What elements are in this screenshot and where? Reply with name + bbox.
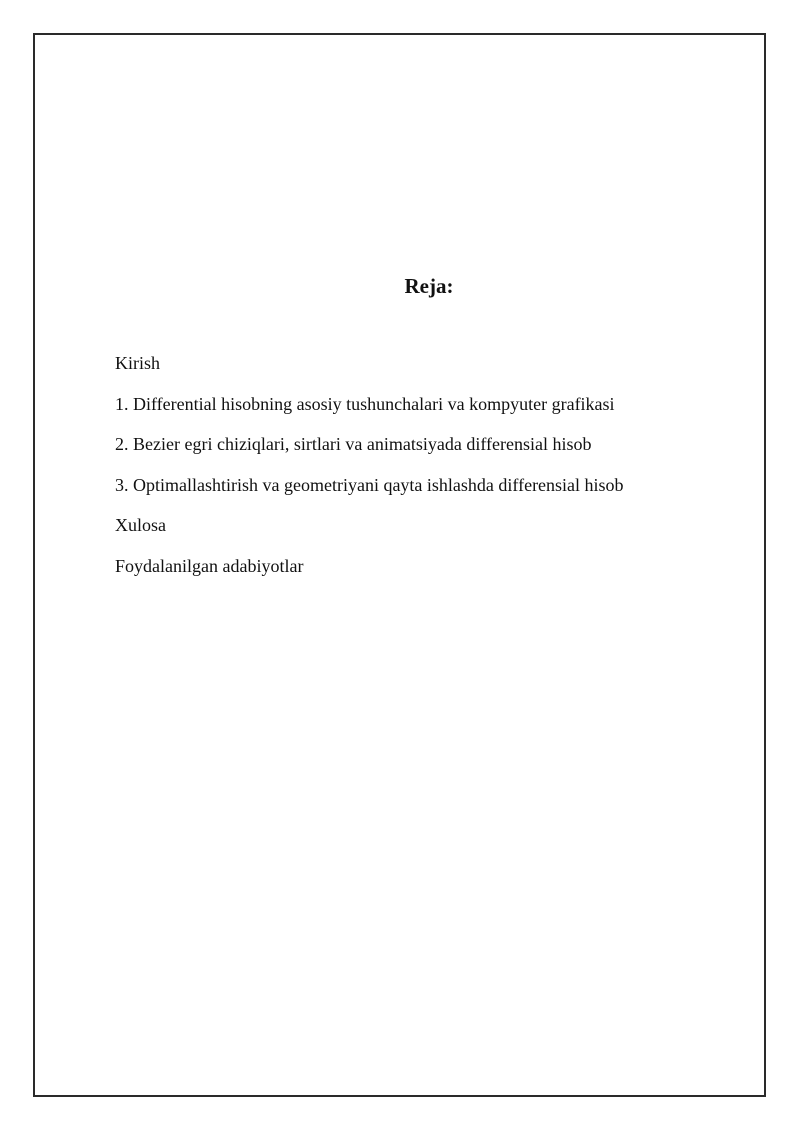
toc-item-introduction: Kirish xyxy=(115,353,160,373)
table-of-contents xyxy=(115,350,624,594)
toc-item-chapter-2: 2. Bezier egri chiziqlari, sirtlari va animatsiyada differensial hisob xyxy=(115,434,592,455)
toc-item-conclusion: Xulosa xyxy=(115,515,166,536)
toc-item-chapter-1: 1. Differential hisobning asosiy tushunchalari va kompyuter grafikasi xyxy=(115,393,615,414)
toc-item-chapter-3: 3. Optimallashtirish va geometriyani qayta ishlashda differensial hisob xyxy=(115,474,624,495)
toc-item-references: Foydalanilgan adabiyotlar xyxy=(115,555,304,576)
page-title: Reja: xyxy=(404,274,454,298)
